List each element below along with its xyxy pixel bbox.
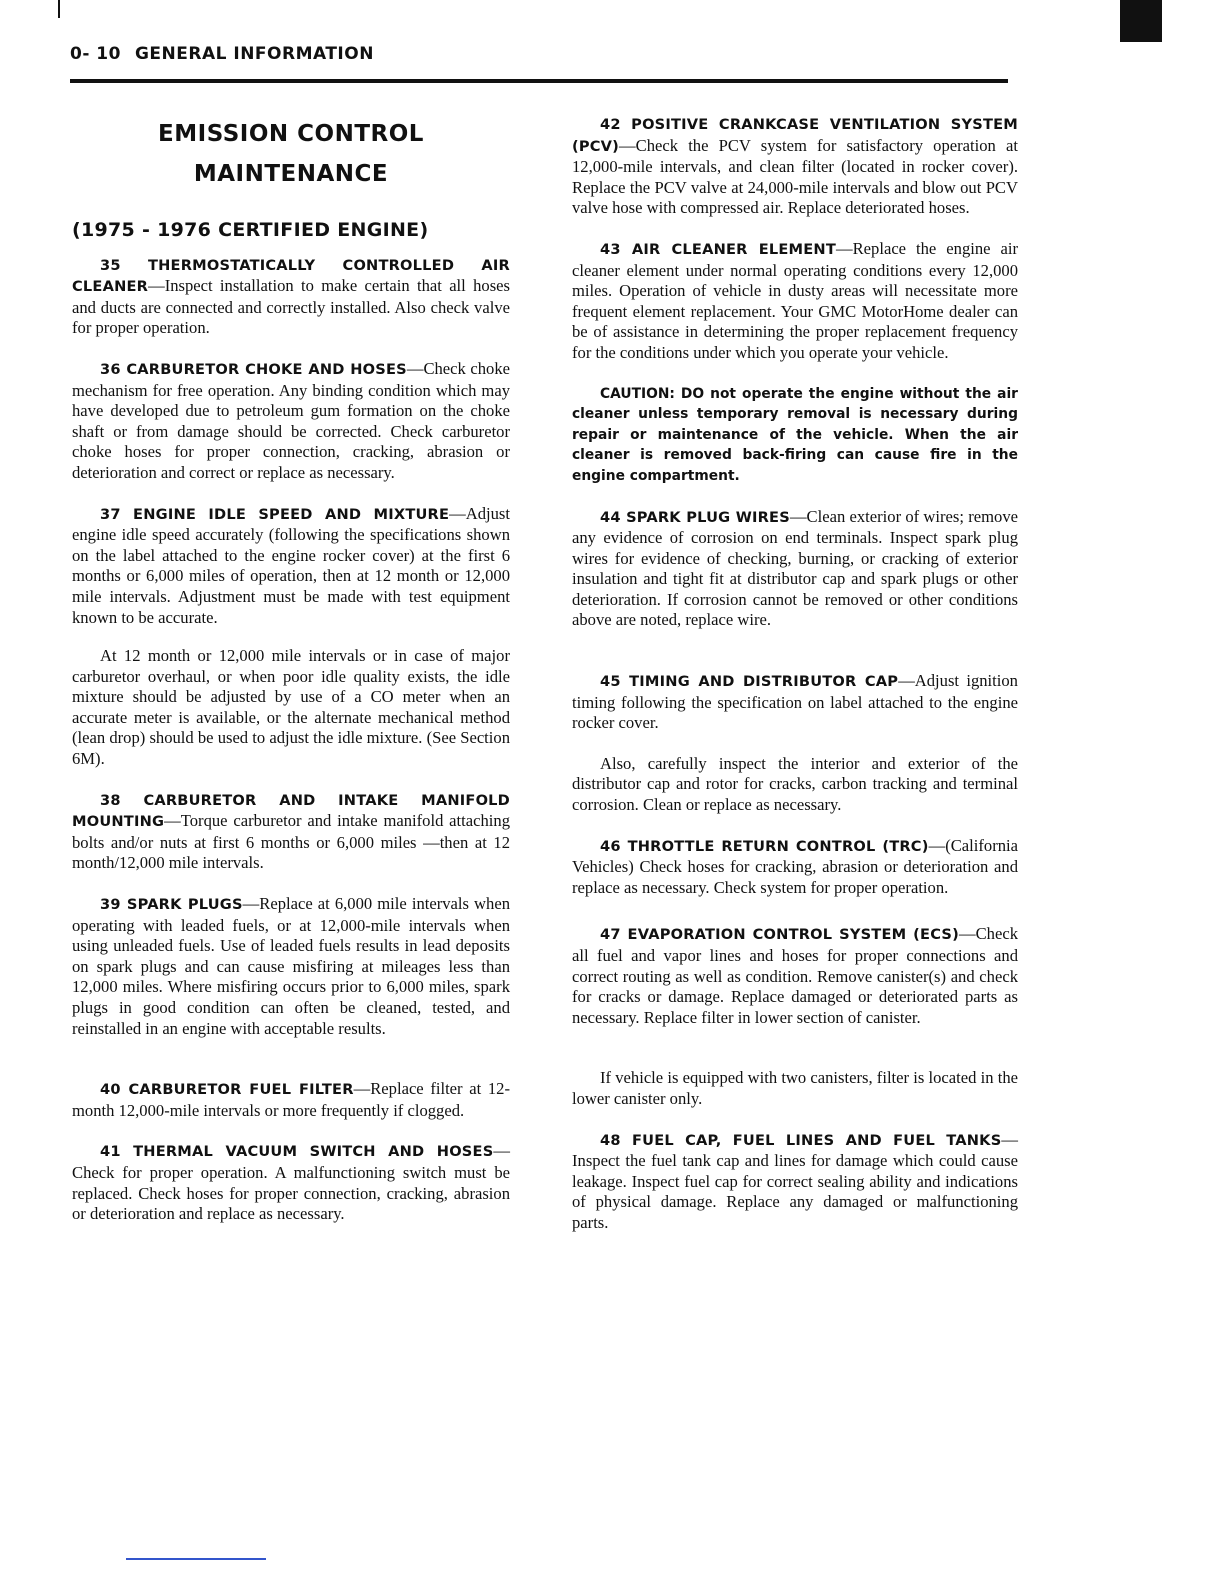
item-48 <box>572 1130 1018 1234</box>
page-header <box>70 44 374 64</box>
item-text: —Replace filter at 12-month 12,000-mile intervals or more frequently if clogged. <box>72 1079 510 1120</box>
item-heading: 40 CARBURETOR FUEL FILTER <box>100 1081 354 1099</box>
title-line-2: MAINTENANCE <box>193 161 389 187</box>
item-heading: 46 THROTTLE RETURN CONTROL (TRC) <box>600 837 929 855</box>
item-text: —Inspect the fuel tank cap and lines for damage which could cause leakage. Inspect fuel cap for correct sealing ability and indications of physical damage. Replace any damaged or malfunctioning parts. <box>572 1129 1018 1232</box>
item-text: —(California Vehicles) Check hoses for cracking, abrasion or deterioration and replace as necessary. Check system for proper operation. <box>572 835 1018 897</box>
item-heading: 35 THERMOSTATICALLY CONTROLLED AIR CLEANER <box>72 256 510 296</box>
item-47 <box>572 924 1018 1028</box>
title-line-1: EMISSION CONTROL <box>158 121 424 147</box>
item-text: —Torque carburetor and intake manifold attaching bolts and/or nuts at first 6 months or 6,000 miles —then at 12 month/12,000 mile intervals. <box>72 811 510 873</box>
item-text: —Replace at 6,000 mile intervals when operating with leaded fuels, or at 12,000-mile intervals when using unleaded fuels. Use of leaded fuels results in lead deposits on spark plugs and can cause misfiring at mileages less than 12,000 miles. Where misfiring occurs prior to 6,000 miles, spark plugs in good condition can often be cleaned, tested, and reinstalled in an engine with acceptable results. <box>72 894 511 1038</box>
item-44 <box>572 507 1018 632</box>
item-text: —Adjust ignition timing following the specification on label attached to the engine rocker cover. <box>572 671 1018 733</box>
item-42 <box>572 114 1018 219</box>
item-heading: 38 CARBURETOR AND INTAKE MANIFOLD MOUNTING <box>72 791 510 831</box>
item-45-continued <box>572 754 1018 816</box>
item-36 <box>72 359 510 484</box>
item-46 <box>572 836 1018 899</box>
item-35 <box>72 255 510 339</box>
subtitle: (1975 - 1976 CERTIFIED ENGINE) <box>72 219 429 241</box>
item-37 <box>72 504 510 629</box>
scan-tick-mark <box>58 0 60 18</box>
item-heading: 42 POSITIVE CRANKCASE VENTILATION SYSTEM (PCV) <box>572 116 1018 155</box>
right-column <box>572 112 1018 1234</box>
item-text: —Check the PCV system for satisfactory operation at 12,000-mile intervals, and clean filter (located in rocker cover). Replace the PCV valve at 24,000-mile intervals and blow out PCV valve hose with compressed air. Replace deteriorated hoses. <box>572 135 1018 218</box>
item-heading: 45 TIMING AND DISTRIBUTOR CAP <box>600 673 899 691</box>
item-text: — Check for proper operation. A malfunctioning switch must be replaced. Check hoses for proper connection, cracking, abrasion or deterioration and replace as necessary. <box>72 1141 510 1224</box>
page-title <box>72 114 510 194</box>
item-47-continued <box>572 1068 1018 1109</box>
item-text: —Replace the engine air cleaner element under normal operating conditions every 12,000 miles. Operation of vehicle in dusty areas will necessitate more frequent element replacement. Your GMC MotorHome dealer can be of assistance in determining the proper replacement frequency for the conditions under which you operate your vehicle. <box>572 238 1018 362</box>
item-heading: 36 CARBURETOR CHOKE AND HOSES <box>100 360 407 378</box>
header-rule <box>70 79 1008 83</box>
item-heading: 43 AIR CLEANER ELEMENT <box>600 240 837 258</box>
item-41 <box>72 1141 510 1224</box>
footer-line <box>126 1558 266 1560</box>
item-heading: 39 SPARK PLUGS <box>100 896 243 914</box>
left-column <box>72 112 510 1225</box>
item-text: If vehicle is equipped with two canisters, filter is located in the lower canister only. <box>572 1068 1018 1108</box>
item-text: At 12 month or 12,000 mile intervals or in case of major carburetor overhaul, or when poor idle quality exists, the idle mixture should be adjusted by use of a CO meter when an accurate meter is available, or the alternate mechanical method (lean drop) should be used to adjust the idle mixture. (See Section 6M). <box>72 646 510 769</box>
caution-note: CAUTION: DO not operate the engine without the air cleaner unless temporary removal is necessary during repair or maintenance of the vehicle. When the air cleaner is removed back-firing can cause fire in the engine compartment. <box>572 385 1018 484</box>
item-43 <box>572 239 1018 364</box>
item-text: —Check choke mechanism for free operation. Any binding condition which may have developed due to petroleum gum formation on the choke shaft or from damage should be corrected. Check carburetor choke hoses for proper connection, cracking, abrasion or deterioration and correct or replace as necessary. <box>72 358 510 482</box>
item-37-continued <box>72 646 510 770</box>
item-heading: 41 THERMAL VACUUM SWITCH AND HOSES <box>100 1143 494 1161</box>
item-40 <box>72 1079 510 1121</box>
item-39 <box>72 894 510 1039</box>
item-heading: 48 FUEL CAP, FUEL LINES AND FUEL TANKS <box>600 1131 1002 1149</box>
item-38 <box>72 790 510 874</box>
page-corner-tab <box>1120 0 1162 42</box>
item-text: —Clean exterior of wires; remove any evidence of corrosion on end terminals. Inspect spark plug wires for evidence of checking, burning, or cracking of exterior insulation and tight fit at distributor cap and spark plugs or other deterioration. If corrosion cannot be removed or other conditions above are noted, replace wire. <box>572 506 1018 630</box>
item-text: —Adjust engine idle speed accurately (following the specifications shown on the label attached to the engine rocker cover) at the first 6 months or 6,000 miles of operation, then at 12 month or 12,000 mile intervals. Adjustment must be made with test equipment known to be accurate. <box>72 503 510 627</box>
section-title: GENERAL INFORMATION <box>134 44 374 64</box>
item-text: —Inspect installation to make certain that all hoses and ducts are connected and correctly installed. Also check valve for proper operation. <box>72 276 510 338</box>
item-45 <box>572 671 1018 734</box>
item-heading: 47 EVAPORATION CONTROL SYSTEM (ECS) <box>600 926 959 944</box>
item-heading: 37 ENGINE IDLE SPEED AND MIXTURE <box>100 505 450 523</box>
item-heading: 44 SPARK PLUG WIRES <box>600 508 790 526</box>
item-text: Also, carefully inspect the interior and exterior of the distributor cap and rotor for cracks, carbon tracking and terminal corrosion. Clean or replace as necessary. <box>572 753 1018 815</box>
page-number: 0- 10 <box>70 44 121 64</box>
item-text: —Check all fuel and vapor lines and hoses for proper connections and correct routing as well as condition. Remove canister(s) and check for cracks or damage. Replace damaged or deteriorated parts as necessary. Replace filter in lower section of canister. <box>572 924 1018 1027</box>
